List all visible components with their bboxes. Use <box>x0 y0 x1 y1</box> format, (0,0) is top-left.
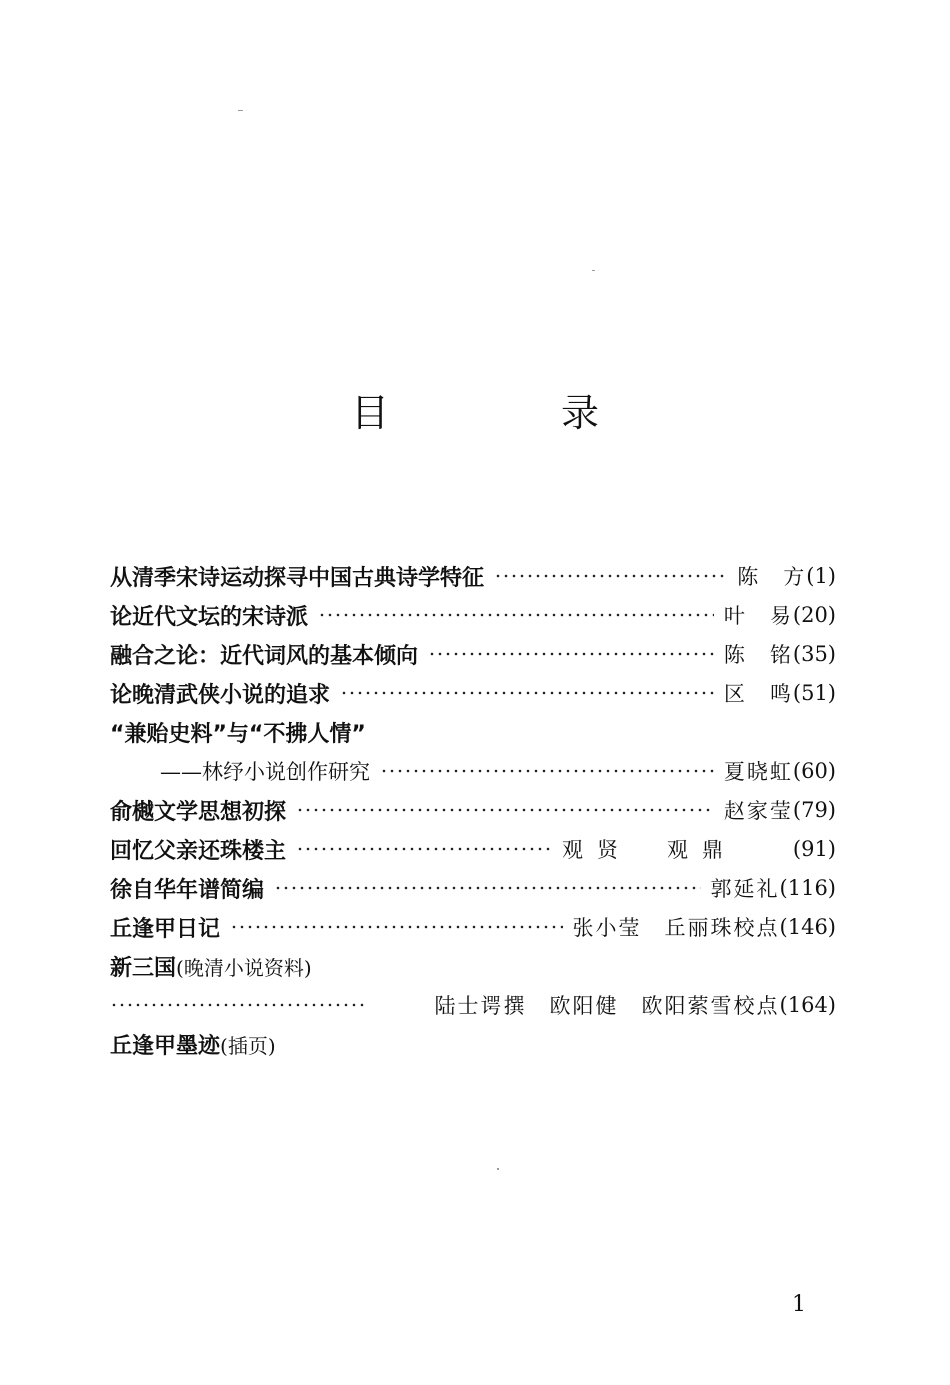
entry-page: (1) <box>806 564 836 588</box>
dot-leader <box>296 808 714 812</box>
toc-entry <box>110 597 836 633</box>
dot-leader <box>318 613 714 617</box>
entry-author: 陆士谔撰 欧阳健 欧阳萦雪校点 <box>434 994 780 1018</box>
toc-entry <box>110 870 836 906</box>
dot-leader <box>380 769 714 773</box>
dot-leader <box>340 691 714 695</box>
toc-entry <box>110 831 836 867</box>
toc-entry <box>110 558 836 594</box>
entry-page: (146) <box>779 915 836 939</box>
entry-page: (116) <box>779 876 836 900</box>
entry-page: (60) <box>792 759 836 783</box>
entry-author: 陈 方 <box>737 565 807 589</box>
entry-title: 新三国 <box>110 955 177 981</box>
toc-entry <box>110 636 836 672</box>
entry-page: (35) <box>792 642 836 666</box>
dot-leader <box>296 847 552 851</box>
toc-entry-continuation <box>110 987 836 1023</box>
dot-leader <box>494 574 727 578</box>
entry-author: 张小莹 丘丽珠校点 <box>572 916 780 940</box>
entry-title: 论晚清武侠小说的追求 <box>110 682 331 708</box>
entry-subtitle: ——林纾小说创作研究 <box>160 760 370 784</box>
toc-entry <box>110 1026 836 1062</box>
entry-title: 论近代文坛的宋诗派 <box>110 604 309 630</box>
entry-author: 夏晓虹 <box>723 760 793 784</box>
entry-page: (20) <box>792 603 836 627</box>
toc-entry <box>110 675 836 711</box>
entry-author: 观贤 观鼎 <box>562 838 738 862</box>
page-title: 目 录 <box>350 391 680 435</box>
entry-title: 从清季宋诗运动探寻中国古典诗学特征 <box>110 565 485 591</box>
dot-leader <box>230 925 563 929</box>
entry-title: 回忆父亲还珠楼主 <box>110 838 287 864</box>
entry-title: 俞樾文学思想初探 <box>110 799 287 825</box>
dot-leader <box>428 652 714 656</box>
entry-title: 徐自华年谱简编 <box>110 877 265 903</box>
entry-title: “兼贻史料”与“不拂人情” <box>110 721 366 747</box>
entry-title: 丘逢甲墨迹 <box>110 1033 221 1059</box>
entry-title: 丘逢甲日记 <box>110 916 221 942</box>
entry-author: 陈 铭 <box>723 643 793 667</box>
toc-entry-continuation <box>110 753 836 789</box>
entry-page: (164) <box>779 993 836 1017</box>
toc-entry <box>110 714 836 750</box>
page-number: 1 <box>792 1292 806 1317</box>
toc-entry <box>110 948 836 984</box>
entry-page: (79) <box>792 798 836 822</box>
entry-title: 融合之论：近代词风的基本倾向 <box>110 643 419 669</box>
entry-note: (插页) <box>220 1033 276 1058</box>
scan-speck <box>592 270 595 271</box>
entry-page: (51) <box>792 681 836 705</box>
entry-author: 区 鸣 <box>723 682 793 706</box>
dot-leader <box>274 886 701 890</box>
entry-note: (晚清小说资料) <box>176 955 312 980</box>
scan-speck <box>497 1168 499 1170</box>
toc-entry <box>110 792 836 828</box>
entry-author: 郭延礼 <box>710 877 780 901</box>
entry-author: 赵家莹 <box>723 799 793 823</box>
entry-author: 叶 易 <box>723 604 793 628</box>
entry-page: (91) <box>792 837 836 861</box>
scan-speck <box>238 110 243 111</box>
dot-leader <box>110 1003 366 1007</box>
toc-entry <box>110 909 836 945</box>
